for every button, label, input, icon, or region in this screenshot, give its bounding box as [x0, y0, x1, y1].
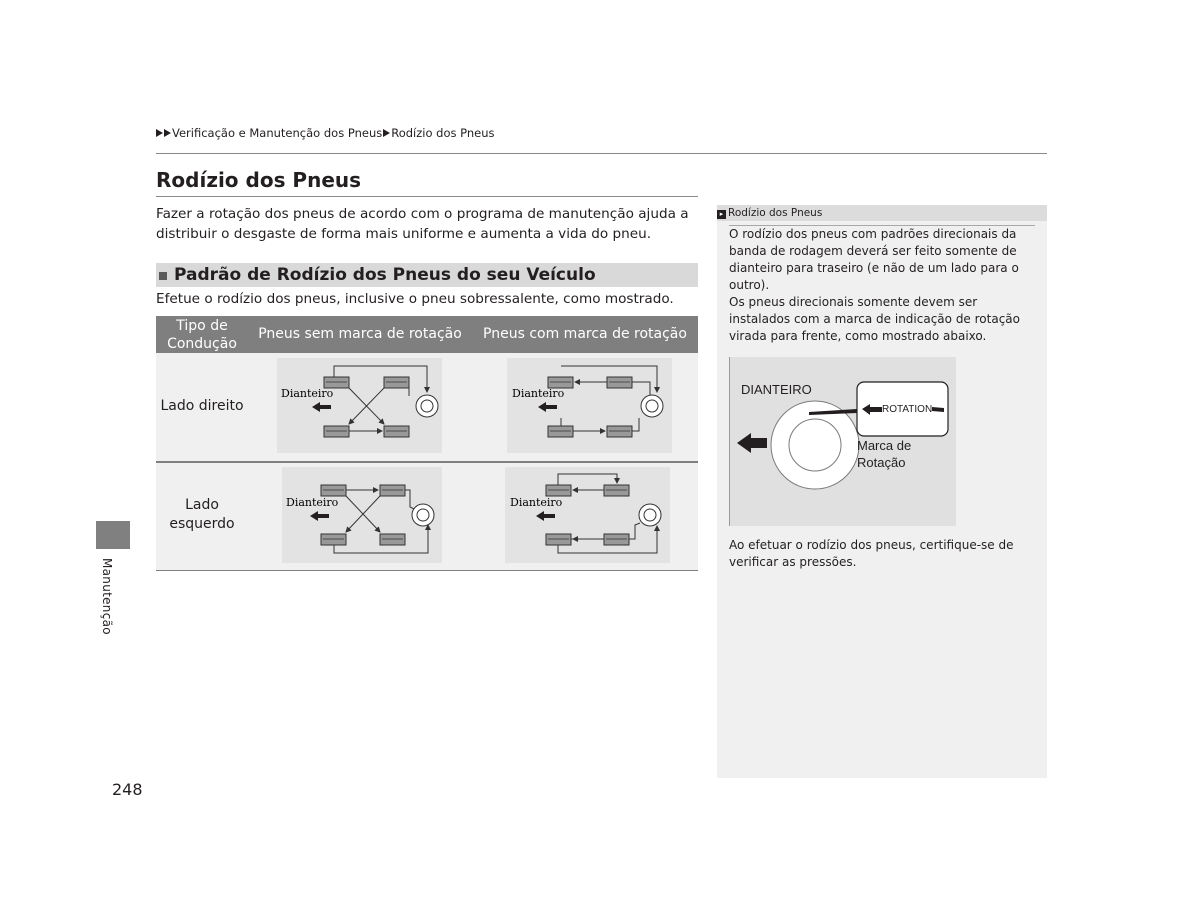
tire-icon — [548, 426, 573, 437]
section-title: Padrão de Rodízio dos Pneus do seu Veículo — [174, 265, 596, 285]
tire-icon — [604, 485, 629, 496]
tire-icon — [607, 426, 632, 437]
spare-tire-icon — [639, 504, 661, 526]
row-label-left-hand: Lado esquerdo — [169, 497, 235, 532]
table-header-without-mark: Pneus sem marca de rotação — [258, 326, 462, 342]
table-bottom-border — [156, 570, 698, 571]
tire-icon — [321, 485, 346, 496]
breadcrumb-arrow-icon — [383, 129, 390, 137]
rotation-diagram-rh-nondirectional — [277, 358, 442, 453]
note-header-label[interactable]: Rodízio dos Pneus — [728, 207, 823, 219]
tire-icon — [384, 426, 409, 437]
table-header-with-mark: Pneus com marca de rotação — [483, 326, 687, 342]
breadcrumb-arrow-icon — [156, 129, 163, 137]
chapter-label: Manutenção — [100, 558, 114, 635]
figure-front-label: DIANTEIRO — [741, 382, 812, 397]
note-paragraph: Os pneus direcionais somente devem ser instalados com a marca de indicação de rotação virada para frente, como mostrado abaixo. — [729, 295, 1020, 343]
rotation-diagram-rh-directional — [507, 358, 672, 453]
table-header-driving-type: Tipo de Condução — [167, 317, 237, 352]
tire-icon — [604, 534, 629, 545]
tire-icon — [380, 534, 405, 545]
page-number: 248 — [112, 780, 143, 799]
mark-label-line1: Marca de — [857, 438, 912, 453]
title-divider — [156, 196, 698, 197]
front-label: Dianteiro — [281, 387, 334, 400]
note-ref-icon: ▸ — [717, 210, 726, 219]
tire-icon — [546, 485, 571, 496]
intro-paragraph: Fazer a rotação dos pneus de acordo com o programa de manutenção ajuda a distribuir o desgaste de forma mais uniforme e aumenta a vida do pneu. — [156, 206, 689, 242]
tire-icon — [607, 377, 632, 388]
rotation-mark-figure — [729, 357, 956, 526]
rotation-text: ROTATION — [882, 404, 933, 415]
front-label: Dianteiro — [512, 387, 565, 400]
tire-icon — [321, 534, 346, 545]
breadcrumb — [156, 126, 495, 140]
tire-icon — [546, 534, 571, 545]
breadcrumb-arrow-icon — [164, 129, 171, 137]
spare-tire-icon — [641, 395, 663, 417]
breadcrumb-item-maintenance[interactable]: Verificação e Manutenção dos Pneus — [172, 126, 383, 140]
header-divider — [156, 153, 1047, 154]
front-label: Dianteiro — [286, 496, 339, 509]
row-label-right-hand: Lado direito — [160, 398, 244, 414]
page-title: Rodízio dos Pneus — [156, 168, 362, 192]
rotation-diagram-lh-nondirectional — [282, 467, 442, 563]
tire-icon — [380, 485, 405, 496]
section-description: Efetue o rodízio dos pneus, inclusive o pneu sobressalente, como mostrado. — [156, 291, 674, 307]
tire-icon — [324, 426, 349, 437]
section-square-icon — [159, 272, 167, 280]
rotation-diagram-lh-directional — [505, 467, 670, 563]
spare-tire-icon — [412, 504, 434, 526]
note-header — [717, 205, 822, 221]
tire-icon — [384, 377, 409, 388]
front-label: Dianteiro — [510, 496, 563, 509]
note-paragraph: O rodízio dos pneus com padrões direcionais da banda de rodagem deverá ser feito somente de dianteiro para traseiro (e não de um lado para o outro). — [729, 227, 1019, 292]
mark-label-line2: Rotação — [857, 455, 906, 470]
note-footer: Ao efetuar o rodízio dos pneus, certifique-se de verificar as pressões. — [729, 538, 1014, 569]
chapter-tab — [96, 521, 130, 549]
breadcrumb-item-rotation[interactable]: Rodízio dos Pneus — [391, 126, 495, 140]
spare-tire-icon — [416, 395, 438, 417]
note-body — [729, 226, 1039, 345]
